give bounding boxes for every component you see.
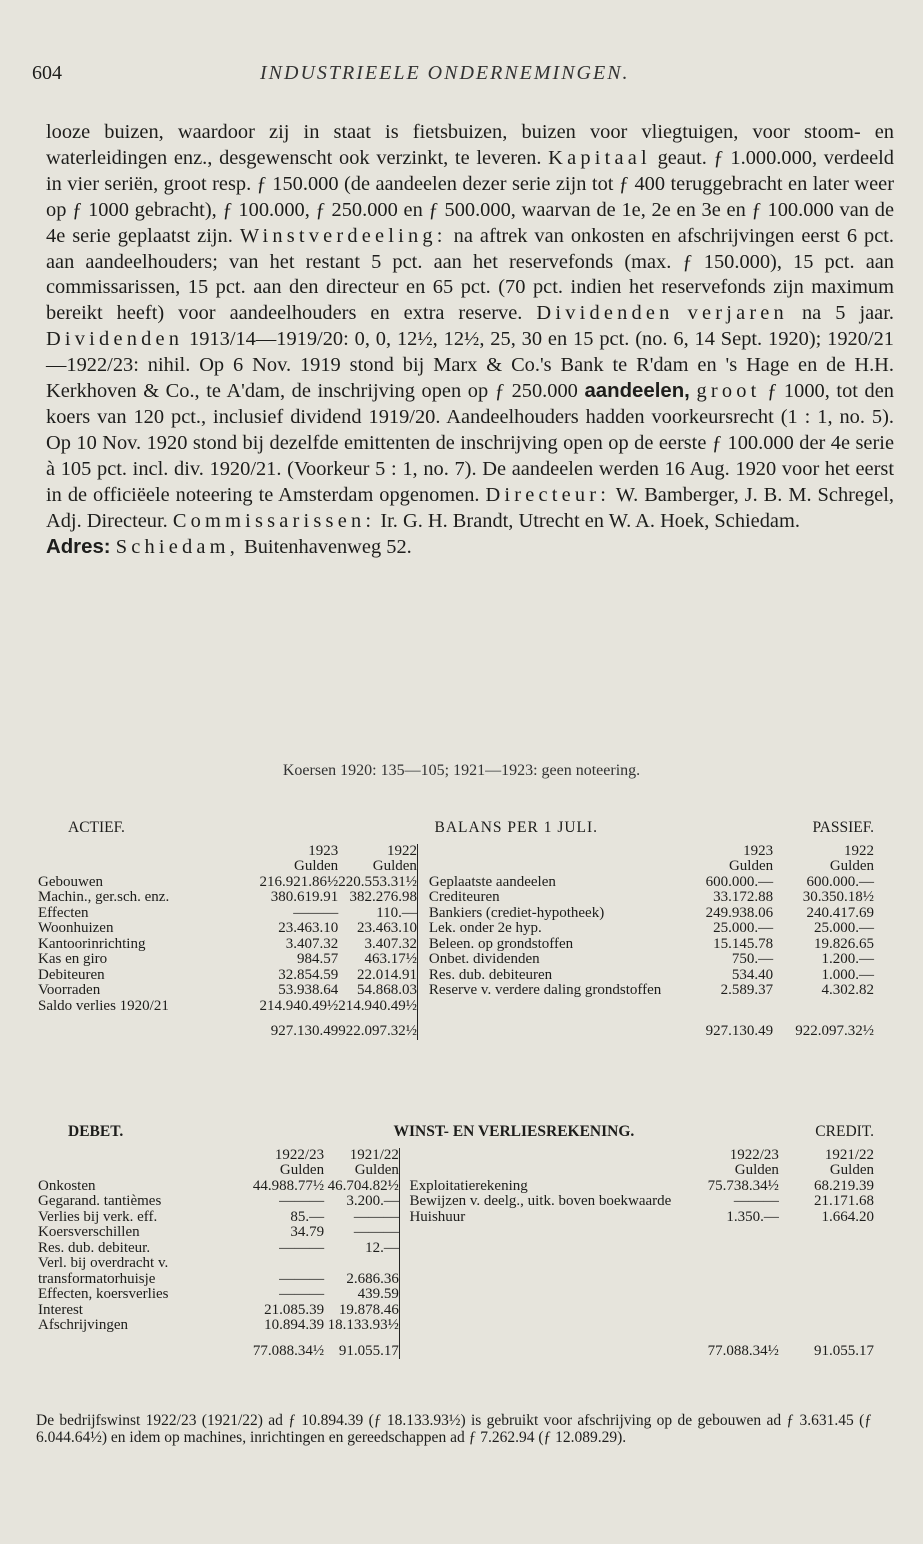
table-row — [38, 1303, 874, 1319]
row-label: Crediteuren — [428, 889, 500, 905]
table-row — [38, 1256, 874, 1272]
col-unit: Gulden — [829, 858, 874, 874]
table-row — [38, 937, 874, 953]
col-unit: Gulden — [294, 858, 339, 874]
value-cell: 19.826.65 — [814, 935, 874, 952]
row-label: Onbet. dividenden — [428, 951, 540, 967]
value-cell: 3.200.— — [346, 1193, 399, 1209]
value-cell: 750.— — [731, 951, 774, 967]
passief-title: PASSIEF. — [812, 819, 874, 836]
empty-cell — [779, 1303, 874, 1319]
column-divider — [399, 1303, 409, 1319]
commissarissen-label: Commissarissen: — [172, 509, 376, 532]
column-divider — [417, 952, 428, 968]
value-cell: 54.868.03 — [356, 982, 417, 998]
total-cell: 77.088.34½ — [252, 1342, 325, 1359]
value-cell: 23.463.10 — [278, 920, 339, 936]
table-row — [38, 906, 874, 922]
text-p6: ƒ 1000, tot den koers van 120 pct., inclusief dividend 1919/20. Aandeelhouders hadden voorkeursrecht (1 : 1, no. 5). Op 10 Nov. 1920 stond bij dezelfde emittenten de inschrijving open op de eerste ƒ 100.000 der 4e serie à 105 pct. incl. div. 1920/21. (Voorkeur 5 : 1, no. 7). De aandeelen werden 16 Aug. 1920 voor het eerst in de officiëele noteering te Amsterdam opgenomen. — [46, 380, 894, 506]
text-p2: geaut. ƒ 1.000.000, verdeeld in vier seriën, groot resp. ƒ 150.000 (de aandeelen dezer serie zijn tot ƒ 400 teruggebracht en later weer op ƒ 1000 gebracht), ƒ 100.000, ƒ 250.000 en ƒ 500.000, waarvan de 1e, 2e en 3e en ƒ 100.000 van de 4e serie geplaatst zijn. — [46, 146, 894, 247]
balance-sheet — [38, 820, 874, 1040]
value-cell: 3.407.32 — [285, 935, 339, 952]
actief-title: ACTIEF. — [68, 819, 125, 836]
profit-loss-account — [38, 1124, 874, 1359]
table-row — [38, 1194, 874, 1210]
column-divider — [399, 1225, 409, 1241]
column-divider — [417, 999, 428, 1015]
value-cell: 21.085.39 — [264, 1301, 325, 1318]
row-label: Res. dub. debiteuren — [428, 966, 553, 983]
row-label: Kas en giro — [38, 951, 108, 967]
row-label: Koersverschillen — [38, 1224, 140, 1240]
empty-cell — [675, 1241, 779, 1257]
value-cell: 214.940.49½ — [338, 997, 417, 1014]
value-cell: 4.302.82 — [821, 982, 874, 998]
col-year: 1921/22 — [824, 1146, 874, 1163]
table-row — [38, 999, 874, 1015]
value-cell: 32.854.59 — [278, 966, 339, 983]
col-year: 1923 — [308, 842, 339, 859]
company-description — [46, 120, 894, 560]
row-label: Machin., ger.sch. enz. — [38, 889, 170, 905]
value-cell: 984.57 — [296, 951, 339, 967]
row-label: Onkosten — [38, 1177, 96, 1194]
table-row — [38, 890, 874, 906]
table-row — [38, 1179, 874, 1195]
value-cell: ——— — [293, 904, 339, 921]
table-row — [38, 1210, 874, 1226]
koersen-line: Koersen 1920: 135—105; 1921—1923: geen noteering. — [282, 762, 641, 779]
value-cell: 463.17½ — [364, 951, 417, 967]
row-label: Huishuur — [409, 1208, 466, 1225]
value-cell: 2.589.37 — [720, 982, 774, 998]
empty-cell — [429, 999, 665, 1015]
col-year: 1922/23 — [274, 1146, 325, 1163]
column-divider — [417, 983, 428, 999]
table-row — [38, 983, 874, 999]
dividenden-label-2: Dividenden — [46, 328, 184, 351]
col-unit: Gulden — [354, 1162, 399, 1178]
text-p1: looze buizen, waardoor zij in staat is fietsbuizen, buizen voor vliegtuigen, voor stoom- en waterleidingen enz., desgewenscht ook verzinkt, te leveren. — [46, 121, 894, 169]
debet-title: DEBET. — [68, 1123, 124, 1140]
value-cell: 600.000.— — [806, 873, 874, 890]
text-p5: 1913/14—1919/20: 0, 0, 12½, 12½, 25, 30 en 15 pct. (no. 6, 14 Sept. 1920); 1920/21—1922/23: nihil. Op 6 Nov. 1919 stond bij Marx & Co.'s Bank te R'dam en 's Hage en de H.H. Kerkhoven & Co., te A'dam, de inschrijving open op ƒ 250.000 — [46, 328, 894, 403]
empty-cell — [409, 1318, 675, 1334]
value-cell: ——— — [353, 1224, 399, 1240]
text-p4: na 5 jaar. — [801, 302, 894, 325]
total-cell: 91.055.17 — [814, 1342, 874, 1359]
row-label: Afschrijvingen — [38, 1317, 128, 1333]
value-cell: 2.686.36 — [346, 1270, 399, 1287]
row-label: Verlies bij verk. eff. — [38, 1208, 158, 1225]
value-cell: 439.59 — [357, 1286, 399, 1302]
value-cell: ——— — [279, 1270, 325, 1287]
col-unit: Gulden — [728, 858, 774, 874]
row-label: transformatorhuisje — [38, 1270, 156, 1287]
column-divider — [399, 1194, 409, 1210]
column-divider — [399, 1241, 409, 1257]
value-cell: 33.172.88 — [713, 889, 774, 905]
value-cell: 30.350.18½ — [802, 889, 874, 905]
text-p8: Ir. G. H. Brandt, Utrecht en W. A. Hoek, Schiedam. — [380, 509, 800, 532]
empty-cell — [409, 1287, 675, 1303]
column-divider — [417, 890, 428, 906]
value-cell: 23.463.10 — [356, 920, 417, 936]
value-cell: 34.79 — [290, 1224, 325, 1240]
column-divider — [399, 1318, 409, 1334]
table-row — [38, 1225, 874, 1241]
col-unit: Gulden — [372, 858, 417, 874]
row-label: Exploitatierekening — [409, 1177, 528, 1194]
col-year: 1923 — [743, 842, 774, 859]
value-cell: 12.— — [365, 1239, 399, 1256]
empty-cell — [409, 1272, 675, 1288]
value-cell: 1.200.— — [821, 951, 874, 967]
value-cell: ——— — [279, 1239, 325, 1256]
column-divider — [399, 1256, 409, 1272]
col-year: 1922 — [386, 842, 417, 859]
value-cell: 220.553.31½ — [338, 873, 417, 890]
value-cell: 3.407.32 — [364, 935, 417, 952]
row-label: Interest — [38, 1301, 83, 1318]
empty-cell — [665, 999, 773, 1015]
value-cell: ——— — [353, 1208, 399, 1225]
value-cell — [249, 1256, 324, 1272]
page-number: 604 — [32, 62, 62, 84]
aandeelen-label: aandeelen, — [584, 380, 690, 403]
footnote: De bedrijfswinst 1922/23 (1921/22) ad ƒ 10.894.39 (ƒ 18.133.93½) is gebruikt voor afschrijving op de gebouwen ad ƒ 3.631.45 (ƒ 6.044.64½) en idem op machines, inrichtingen en gereedschappen ad ƒ 7.262.94 (ƒ 12.089.29). — [36, 1412, 872, 1446]
value-cell: 15.145.78 — [713, 935, 774, 952]
value-cell: 110.— — [376, 904, 417, 921]
row-label: Verl. bij overdracht v. — [38, 1255, 169, 1271]
table-row — [38, 875, 874, 891]
value-cell: 214.940.49½ — [259, 997, 339, 1014]
value-cell: 1.000.— — [821, 966, 874, 983]
row-label: Effecten — [38, 904, 89, 921]
row-label: Gegarand. tantièmes — [38, 1193, 162, 1209]
empty-cell — [409, 1256, 675, 1272]
row-label: Debiteuren — [38, 966, 105, 983]
empty-cell — [675, 1272, 779, 1288]
wv-title: WINST- EN VERLIESREKENING. — [393, 1123, 635, 1140]
credit-title: CREDIT. — [815, 1123, 874, 1140]
row-label: Voorraden — [38, 982, 101, 998]
empty-cell — [779, 1256, 874, 1272]
total-cell: 927.130.49 — [705, 1023, 774, 1039]
empty-cell — [779, 1225, 874, 1241]
total-cell: 922.097.32½ — [338, 1023, 417, 1039]
value-cell: 380.619.91 — [270, 889, 339, 905]
value-cell: 25.000.— — [713, 920, 774, 936]
value-cell: 1.350.— — [726, 1208, 779, 1225]
total-cell: 77.088.34½ — [707, 1342, 779, 1359]
value-cell: 53.938.64 — [278, 982, 339, 998]
column-divider — [417, 968, 428, 984]
col-unit: Gulden — [734, 1162, 779, 1178]
table-row — [38, 1241, 874, 1257]
value-cell: 600.000.— — [705, 873, 774, 890]
total-cell: 922.097.32½ — [795, 1023, 874, 1039]
text-p7: W. Bamberger, J. B. M. Schregel, Adj. Directeur. — [46, 483, 894, 532]
empty-cell — [773, 999, 874, 1015]
adres-street: Buitenhavenweg 52. — [244, 535, 412, 558]
empty-cell — [779, 1318, 874, 1334]
value-cell — [324, 1256, 399, 1272]
value-cell: 249.938.06 — [705, 904, 774, 921]
value-cell: 46.704.82½ — [327, 1177, 399, 1194]
col-year: 1922/23 — [729, 1146, 779, 1163]
text-p3: na aftrek van onkosten en afschrijvingen eerst 6 pct. aan aandeelhouders; van het restant 5 pct. aan het reservefonds (max. ƒ 150.000), 15 pct. aan commissarissen, 15 pct. aan den directeur en 65 pct. (70 pct. indien het reservefonds zijn maximum bereikt heeft) voor aandeelhouders en extra reserve. — [46, 224, 895, 325]
empty-cell — [409, 1225, 675, 1241]
empty-cell — [675, 1318, 779, 1334]
value-cell: 85.— — [290, 1208, 325, 1225]
total-cell: 927.130.49 — [270, 1023, 339, 1039]
value-cell: ——— — [733, 1193, 779, 1209]
empty-cell — [675, 1303, 779, 1319]
value-cell: 21.171.68 — [814, 1193, 874, 1209]
running-title: INDUSTRIEELE ONDERNEMINGEN. — [260, 62, 630, 84]
value-cell: 216.921.86½ — [259, 873, 339, 890]
value-cell: 22.014.91 — [356, 966, 417, 983]
value-cell: 1.664.20 — [821, 1208, 874, 1225]
row-label: Effecten, koersverlies — [38, 1286, 169, 1302]
row-label: Beleen. op grondstoffen — [428, 935, 574, 952]
col-unit: Gulden — [279, 1162, 325, 1178]
table-row — [38, 921, 874, 937]
empty-cell — [779, 1287, 874, 1303]
value-cell: 534.40 — [731, 966, 774, 983]
table-row — [38, 1318, 874, 1334]
column-divider — [399, 1272, 409, 1288]
value-cell: 240.417.69 — [806, 904, 874, 921]
row-label: Gebouwen — [38, 873, 103, 890]
col-unit: Gulden — [829, 1162, 874, 1178]
value-cell: 382.276.98 — [349, 889, 417, 905]
table-row — [38, 968, 874, 984]
value-cell: 19.878.46 — [338, 1301, 399, 1318]
value-cell: 68.219.39 — [814, 1177, 874, 1194]
row-label: Bankiers (crediet-hypotheek) — [428, 904, 605, 921]
row-label: Saldo verlies 1920/21 — [38, 997, 169, 1014]
adres-label: Adres: — [46, 535, 111, 558]
value-cell: ——— — [279, 1286, 325, 1302]
empty-cell — [675, 1287, 779, 1303]
col-year: 1921/22 — [349, 1146, 399, 1163]
column-divider — [399, 1179, 409, 1195]
balans-title: BALANS PER 1 JULI. — [434, 819, 599, 836]
empty-cell — [675, 1225, 779, 1241]
row-label: Kantoorinrichting — [38, 935, 146, 952]
column-divider — [417, 875, 428, 891]
winstverdeeling-label: Winstverdeeling: — [239, 224, 447, 247]
table-row — [38, 1287, 874, 1303]
column-divider — [417, 937, 428, 953]
value-cell: 44.988.77½ — [252, 1177, 325, 1194]
value-cell: 10.894.39 — [264, 1317, 325, 1333]
directeur-label: Directeur: — [485, 483, 611, 506]
groot-label: groot — [696, 380, 761, 403]
empty-cell — [409, 1303, 675, 1319]
value-cell: 18.133.93½ — [327, 1317, 399, 1333]
row-label: Reserve v. verdere daling grondstoffen — [428, 982, 662, 998]
column-divider — [417, 906, 428, 922]
empty-cell — [779, 1241, 874, 1257]
verjaren-label: verjaren — [687, 302, 788, 325]
adres-city: Schiedam, — [115, 535, 240, 558]
total-cell: 91.055.17 — [338, 1342, 399, 1359]
value-cell: 25.000.— — [814, 920, 874, 936]
column-divider — [399, 1210, 409, 1226]
dividenden-label: Dividenden — [536, 302, 674, 325]
table-row — [38, 1272, 874, 1288]
row-label: Lek. onder 2e hyp. — [428, 920, 542, 936]
row-label: Woonhuizen — [38, 920, 114, 936]
kapitaal-label: Kapitaal — [548, 146, 651, 169]
empty-cell — [779, 1272, 874, 1288]
row-label: Bewijzen v. deelg., uitk. boven boekwaarde — [409, 1193, 672, 1209]
row-label: Res. dub. debiteur. — [38, 1239, 151, 1256]
empty-cell — [675, 1256, 779, 1272]
empty-cell — [409, 1241, 675, 1257]
table-row — [38, 952, 874, 968]
col-year: 1922 — [844, 842, 874, 859]
column-divider — [399, 1287, 409, 1303]
value-cell: ——— — [279, 1193, 325, 1209]
value-cell: 75.738.34½ — [707, 1177, 779, 1194]
row-label: Geplaatste aandeelen — [428, 873, 556, 890]
column-divider — [417, 921, 428, 937]
